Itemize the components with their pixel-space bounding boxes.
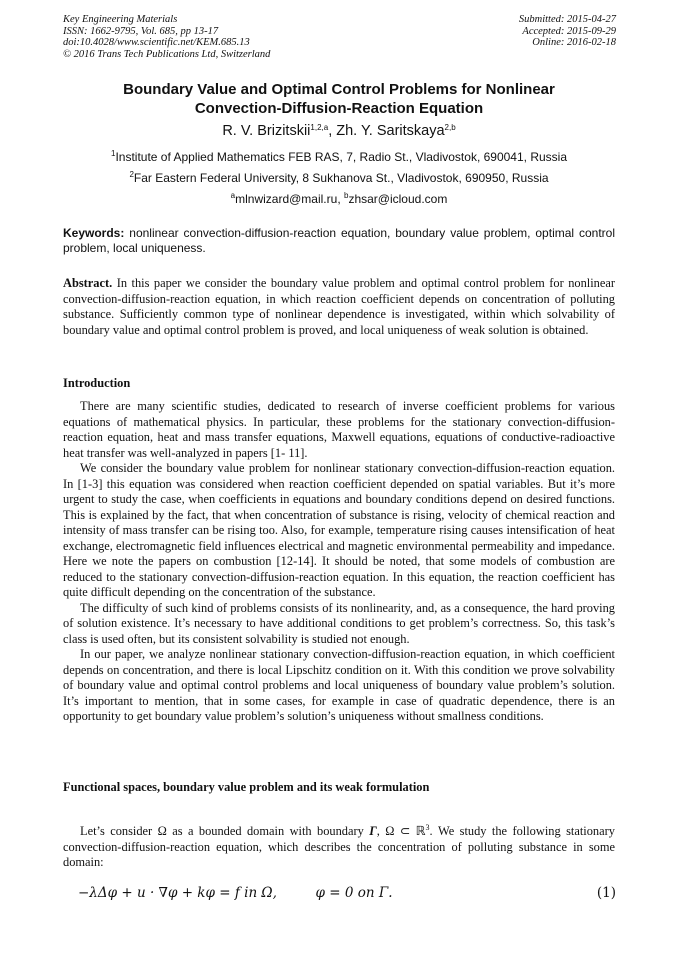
paper-title <box>63 80 615 118</box>
title-line: Boundary Value and Optimal Control Problems for Nonlinear <box>123 81 555 98</box>
equation-number: (1) <box>596 885 616 901</box>
submission-dates <box>519 14 616 49</box>
title-line: Convection-Diffusion-Reaction Equation <box>194 100 484 117</box>
email-link[interactable]: zhsar@icloud.com <box>348 192 448 206</box>
date-line: Submitted: 2015-04-27 <box>518 14 616 25</box>
journal-line: doi:10.4028/www.scientific.net/KEM.685.13 <box>63 37 250 48</box>
author-name: R. V. Brizitskii <box>222 123 311 139</box>
date-line: Online: 2016-02-18 <box>532 37 616 48</box>
text-run: Let’s consider <box>80 824 153 838</box>
email-superscript: b <box>343 191 349 200</box>
abstract-block <box>63 276 615 338</box>
text-run: as a bounded domain with boundary <box>172 824 364 838</box>
journal-line: ISSN: 1662-9795, Vol. 685, pp 13-17 <box>63 25 219 37</box>
author-name: Zh. Y. Saritskaya <box>336 123 445 139</box>
affiliation-text: Far Eastern Federal University, 8 Sukhanova St., Vladivostok, 690950, Russia <box>133 171 549 185</box>
gamma-symbol: Γ <box>369 824 377 838</box>
equation-1 <box>78 885 616 901</box>
section-heading: Functional spaces, boundary value problem and its weak formulation <box>63 780 430 794</box>
equation-rhs: φ = 0 on Γ. <box>315 885 393 901</box>
text-run: , Ω ⊂ ℝ <box>376 824 426 838</box>
paragraph: In our paper, we analyze nonlinear stationary convection-diffusion-reaction equation, in which coefficient depends on concentration, and there is local Lipschitz condition on it. With this condition we prove solvability of boundary value and optimal control problems and local uniqueness of boundary value problem’s solution. It’s important to mention, that in some cases, for example in case of quadratic dependence, there is an opportunity to get boundary value problem’s solution’s uniqueness without smallness conditions. <box>63 647 615 723</box>
keywords-text: nonlinear convection-diffusion-reaction equation, boundary value problem, optimal control problem, local uniqueness. <box>63 226 615 255</box>
author-superscript: 2,b <box>444 123 456 132</box>
affiliation <box>63 150 615 164</box>
journal-info <box>63 14 270 60</box>
dimension-superscript: 3 <box>425 823 430 832</box>
keywords-label: Keywords: <box>63 226 125 240</box>
paragraph: The difficulty of such kind of problems consists of its nonlinearity, and, as a consequence, the hard proving of solution existence. It’s necessary to have additional conditions to get problem’s correctness. So, this task’s class is used often, but its consistent solvability is studied not enough. <box>63 600 615 646</box>
section2-body <box>63 824 615 871</box>
author-superscript: 1,2,a <box>310 123 329 132</box>
email-superscript: a <box>230 191 236 200</box>
introduction-body <box>63 399 615 725</box>
omega-symbol: Ω <box>157 824 167 838</box>
affiliation-text: Institute of Applied Mathematics FEB RAS, 7, Radio St., Vladivostok, 690041, Russia <box>115 150 568 164</box>
journal-line: © 2016 Trans Tech Publications Ltd, Switzerland <box>63 48 271 60</box>
author-separator: , <box>328 123 337 139</box>
affiliation-superscript: 1 <box>110 149 116 158</box>
keywords-block <box>63 226 615 255</box>
journal-line: Key Engineering Materials <box>63 14 178 25</box>
text-run: . We study the following stationary convection-diffusion-reaction equation, which describes the concentration of polluting substance in some domain: <box>63 824 615 869</box>
abstract-text: In this paper we consider the boundary value problem and optimal control problem for nonlinear convection-diffusion-reaction equation, in which reaction coefficient depends on concentration of polluting substance. Sufficiently common type of nonlinear dependence is investigated, within which solvability of boundary value and optimal control problem is proved, and local uniqueness of weak solution is obtained. <box>63 276 615 337</box>
paragraph: We consider the boundary value problem for nonlinear stationary convection-diffusion-reaction equation. In [1-3] this equation was considered when reaction coefficient depended on spatial variables. But it’s more urgent to study the case, when coefficients in equations and boundary conditions depend on desired functions. This is explained by the fact, that when concentration of substance is rising, velocity of chemical reaction and intensity of mass transfer can be rising too. Also, for example, temperature rising causes intensification of heat exchange, electromagnetic field influences electrical and magnetic environmental permeability and impedance. Here we note the papers on combustion [12-14]. It should be noted, that some models of combustion are reduced to the stationary convection-diffusion-reaction equation. In this equation, the reaction coefficient has quite difficult depending on the concentration of the substance. <box>63 461 615 599</box>
author-list <box>63 123 615 139</box>
equation-lhs: −λΔφ + u · ∇φ + kφ = f in Ω, <box>78 885 277 901</box>
paragraph <box>63 824 615 871</box>
abstract-label: Abstract. <box>63 276 113 290</box>
author-emails <box>63 192 615 206</box>
email-link[interactable]: mlnwizard@mail.ru <box>235 192 338 206</box>
email-separator: , <box>337 192 344 206</box>
affiliation <box>63 171 615 185</box>
paragraph: There are many scientific studies, dedicated to research of inverse coefficient problems for various equations of mathematical physics. In particular, these problems for the stationary convection-diffusion-reaction equation, heat and mass transfer equations, Maxwell equations, equations of conductive-radioactive heat transfer was well-analyzed in papers [1- 11]. <box>63 399 615 460</box>
section-heading: Introduction <box>63 376 131 390</box>
affiliation-superscript: 2 <box>129 170 134 179</box>
date-line: Accepted: 2015-09-29 <box>522 25 616 37</box>
